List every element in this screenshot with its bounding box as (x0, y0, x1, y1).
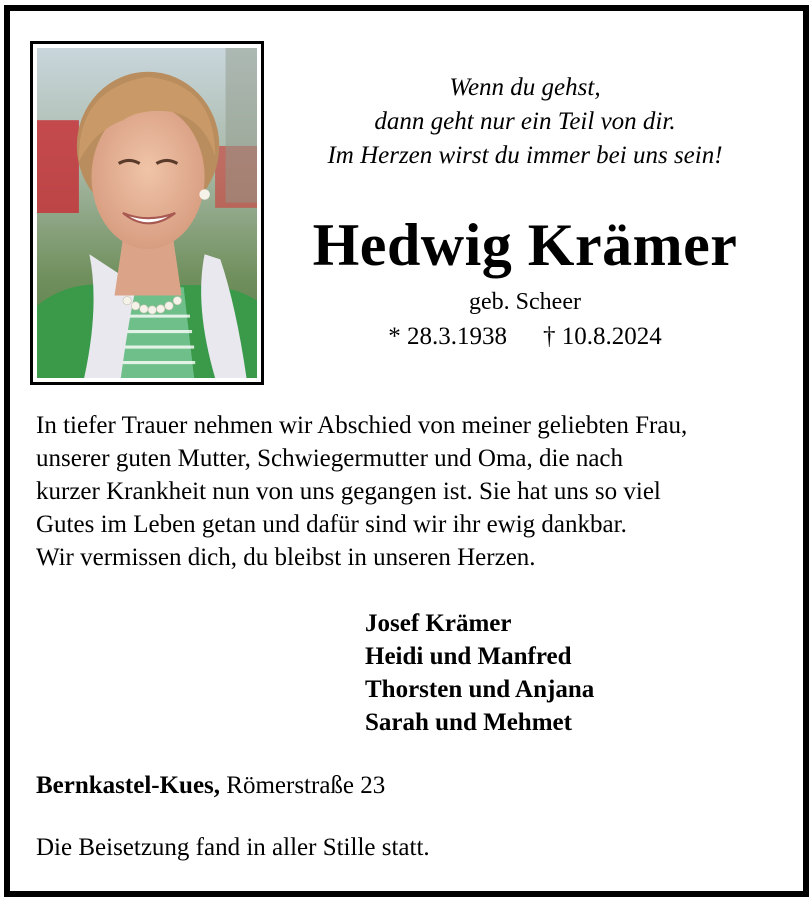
mourner-name: Josef Krämer (365, 610, 512, 637)
mourner-name: Sarah und Mehmet (365, 709, 572, 736)
portrait-image (37, 48, 257, 378)
birth-date: * 28.3.1938 (388, 323, 507, 350)
message-line: kurzer Krankheit nun von uns gegangen ist. Sie hat uns so viel (36, 478, 661, 505)
death-date: † 10.8.2024 (543, 323, 662, 350)
message-line: Gutes im Leben getan und dafür sind wir ihr ewig dankbar. (36, 511, 627, 538)
maiden-name: geb. Scheer (469, 289, 581, 315)
mourners-list (365, 607, 785, 739)
message-line: In tiefer Trauer nehmen wir Abschied von meiner geliebten Frau, (36, 412, 688, 439)
burial-note: Die Beisetzung fand in aller Stille statt. (36, 834, 430, 861)
portrait-photo (37, 48, 257, 378)
memorial-quote (280, 71, 770, 173)
address (36, 769, 776, 802)
message-line: Wir vermissen dich, du bleibst in unseren Herzen. (36, 544, 536, 571)
address-city: Bernkastel-Kues, (36, 772, 221, 799)
life-dates (280, 321, 770, 353)
quote-line: Im Herzen wirst du immer bei uns sein! (327, 142, 723, 169)
mourner-name: Heidi und Manfred (365, 643, 572, 670)
mourner-name: Thorsten und Anjana (365, 676, 595, 703)
quote-line: Wenn du gehst, (449, 74, 601, 101)
obituary-frame (4, 5, 809, 897)
message-line: unserer guten Mutter, Schwiegermutter und Oma, die nach (36, 445, 624, 472)
address-street: Römerstraße 23 (226, 772, 386, 799)
deceased-name: Hedwig Krämer (312, 212, 738, 278)
condolence-message (36, 409, 796, 574)
quote-line: dann geht nur ein Teil von dir. (374, 108, 676, 135)
portrait-frame (30, 41, 264, 385)
